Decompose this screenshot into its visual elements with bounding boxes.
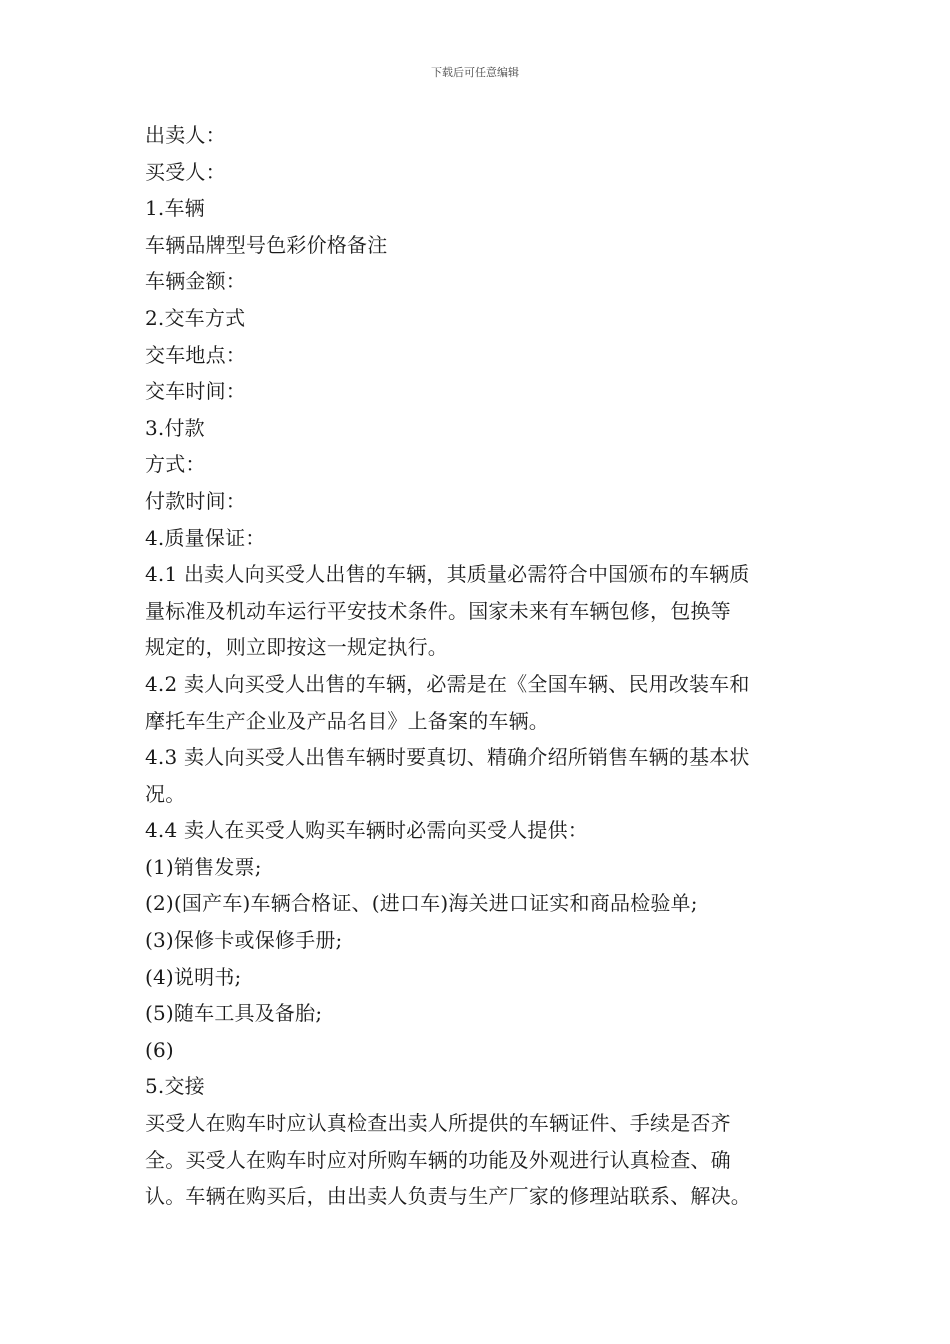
list-item: (3)保修卡或保修手册;	[145, 928, 343, 953]
section-heading: 1.车辆	[145, 196, 205, 221]
page-header: 下载后可任意编辑	[431, 66, 519, 79]
section-heading: 3.付款	[145, 415, 205, 440]
list-item: (1)销售发票;	[145, 854, 262, 879]
paragraph-line: 况。	[145, 781, 186, 806]
payment-time-line: 付款时间：	[145, 488, 246, 513]
buyer-line: 买受人：	[145, 159, 226, 184]
paragraph-line: 全。买受人在购车时应对所购车辆的功能及外观进行认真检查、确	[145, 1147, 731, 1172]
list-item: (5)随车工具及备胎;	[145, 1001, 323, 1026]
delivery-time-line: 交车时间：	[145, 379, 246, 404]
paragraph-line: 量标准及机动车运行平安技术条件。国家未来有车辆包修，包换等	[145, 598, 731, 623]
document-body	[145, 117, 830, 1215]
payment-method-line: 方式：	[145, 452, 206, 477]
delivery-place-line: 交车地点：	[145, 342, 246, 367]
paragraph-line: 4.1 出卖人向买受人出售的车辆，其质量必需符合中国颁布的车辆质	[145, 562, 750, 587]
paragraph-line: 4.3 卖人向买受人出售车辆时要真切、精确介绍所销售车辆的基本状	[145, 745, 750, 770]
paragraph-line: 规定的，则立即按这一规定执行。	[145, 635, 448, 660]
paragraph-line: 4.2 卖人向买受人出售的车辆，必需是在《全国车辆、民用改装车和	[145, 671, 750, 696]
paragraph-line: 摩托车生产企业及产品名目》上备案的车辆。	[145, 708, 549, 733]
paragraph-line: 4.4 卖人在买受人购买车辆时必需向买受人提供：	[145, 818, 588, 843]
list-item: (2)(国产车)车辆合格证、(进口车)海关进口证实和商品检验单;	[145, 891, 698, 916]
seller-line: 出卖人：	[145, 123, 226, 147]
list-item: (6)	[145, 1037, 174, 1062]
vehicle-amount-line: 车辆金额：	[145, 269, 246, 294]
section-heading: 5.交接	[145, 1074, 205, 1099]
paragraph-line: 认。车辆在购买后，由出卖人负责与生产厂家的修理站联系、解决。	[145, 1184, 751, 1209]
list-item: (4)说明书;	[145, 964, 242, 989]
vehicle-columns-line: 车辆品牌型号色彩价格备注	[145, 232, 388, 257]
section-heading: 2.交车方式	[145, 305, 246, 330]
section-heading: 4.质量保证：	[145, 525, 266, 550]
paragraph-line: 买受人在购车时应认真检查出卖人所提供的车辆证件、手续是否齐	[145, 1111, 731, 1136]
